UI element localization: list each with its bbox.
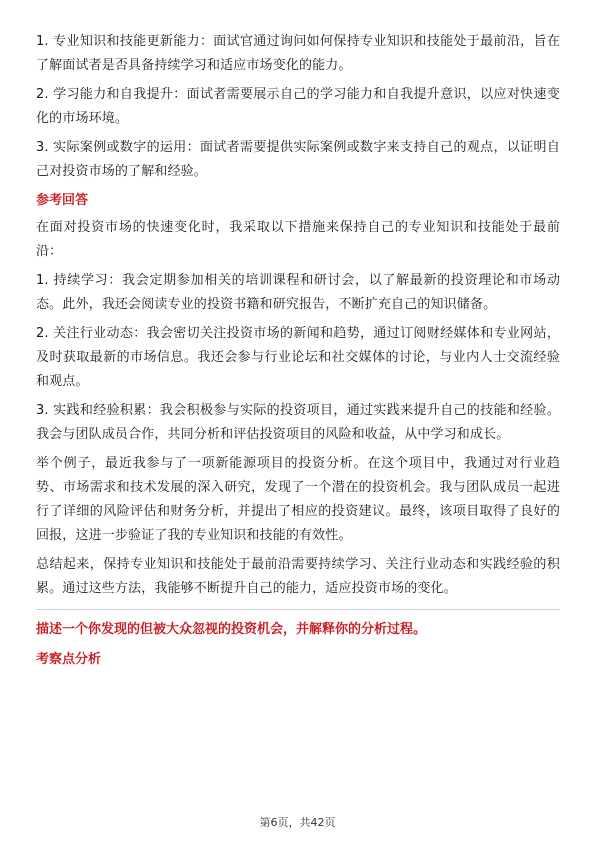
next-question: 描述一个你发现的但被大众忽视的投资机会，并解释你的分析过程。 xyxy=(36,622,427,637)
section-divider xyxy=(36,609,560,610)
answer-item-1: 1. 持续学习：我会定期参加相关的培训课程和研讨会，以了解最新的投资理论和市场动态。此外，我还会阅读专业的投资书籍和研究报告，不断扩充自己的知识储备。 xyxy=(36,273,560,312)
analysis-heading: 考察点分析 xyxy=(36,652,102,667)
point-1: 1. 专业知识和技能更新能力：面试官通过询问如何保持专业知识和技能处于最前沿，旨在了解面试者是否具备持续学习和适应市场变化的能力。 xyxy=(36,34,560,73)
answer-item-2: 2. 关注行业动态：我会密切关注投资市场的新闻和趋势，通过订阅财经媒体和专业网站，及时获取最新的市场信息。我还会参与行业论坛和社交媒体的讨论，与业内人士交流经验和观点。 xyxy=(36,326,560,389)
page-content xyxy=(36,30,560,675)
reference-answer-heading: 参考回答 xyxy=(36,193,89,208)
answer-intro: 在面对投资市场的快速变化时，我采取以下措施来保持自己的专业知识和技能处于最前沿： xyxy=(36,220,560,259)
page-footer: 第6页，共42页 xyxy=(259,816,336,829)
point-3: 3. 实际案例或数字的运用：面试者需要提供实际案例或数字来支持自己的观点，以证明自己对投资市场的了解和经验。 xyxy=(36,140,560,179)
answer-example: 举个例子，最近我参与了一项新能源项目的投资分析。在这个项目中，我通过对行业趋势、市场需求和技术发展的深入研究，发现了一个潜在的投资机会。我与团队成员一起进行了详细的风险评估和财务分析，并提出了相应的投资建议。最终，该项目取得了良好的回报，这进一步验证了我的专业知识和技能的有效性。 xyxy=(36,456,560,543)
answer-summary: 总结起来，保持专业知识和技能处于最前沿需要持续学习、关注行业动态和实践经验的积累。通过这些方法，我能够不断提升自己的能力，适应投资市场的变化。 xyxy=(36,557,560,596)
answer-item-3: 3. 实践和经验积累：我会积极参与实际的投资项目，通过实践来提升自己的技能和经验。我会与团队成员合作，共同分析和评估投资项目的风险和收益，从中学习和成长。 xyxy=(36,403,560,442)
point-2: 2. 学习能力和自我提升：面试者需要展示自己的学习能力和自我提升意识，以应对快速变化的市场环境。 xyxy=(36,87,560,126)
